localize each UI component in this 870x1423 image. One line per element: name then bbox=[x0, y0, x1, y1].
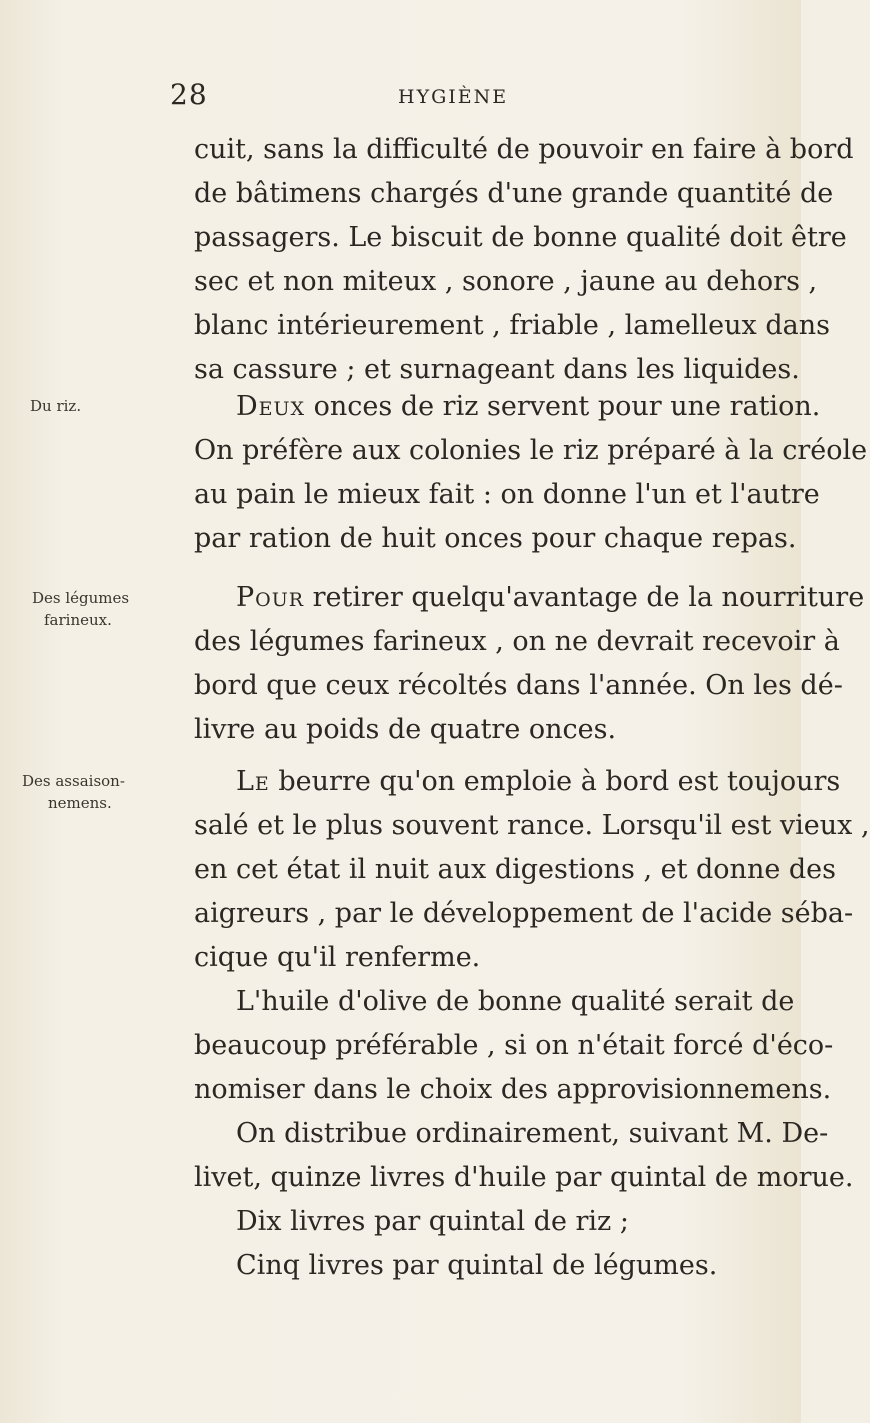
margin-note-line: Du riz. bbox=[30, 397, 82, 415]
text-line: L'huile d'olive de bonne qualité serait de bbox=[236, 986, 795, 1017]
text-line: au pain le mieux fait : on donne l'un et l'autre bbox=[194, 479, 820, 510]
text-line: On distribue ordinairement, suivant M. De- bbox=[236, 1118, 829, 1149]
text-line: blanc intérieurement , friable , lamelleux dans bbox=[194, 310, 830, 341]
text-line: Dix livres par quintal de riz ; bbox=[236, 1206, 629, 1237]
page-header bbox=[170, 78, 550, 118]
text-line bbox=[194, 760, 841, 804]
text-line bbox=[194, 576, 865, 620]
text-line: sa cassure ; et surnageant dans les liquides. bbox=[194, 354, 800, 385]
margin-note-line: nemens. bbox=[48, 794, 112, 812]
margin-note-assaisonnemens bbox=[22, 770, 172, 814]
text-line: de bâtimens chargés d'une grande quantité de bbox=[194, 178, 834, 209]
text-line bbox=[194, 385, 821, 429]
text-line: On préfère aux colonies le riz préparé à la créole bbox=[194, 435, 868, 466]
text-line: sec et non miteux , sonore , jaune au dehors , bbox=[194, 266, 818, 297]
margin-note-line: Des assaison- bbox=[22, 772, 125, 790]
paragraph-beurre bbox=[194, 760, 870, 980]
text-line: des légumes farineux , on ne devrait recevoir à bbox=[194, 626, 840, 657]
text-line: Cinq livres par quintal de légumes. bbox=[236, 1250, 718, 1281]
margin-note-line: Des légumes bbox=[32, 589, 130, 607]
lead-word: Deux bbox=[236, 391, 306, 422]
text-line: cique qu'il renferme. bbox=[194, 942, 481, 973]
text-line: passagers. Le biscuit de bonne qualité doit être bbox=[194, 222, 847, 253]
text-line: livre au poids de quatre onces. bbox=[194, 714, 617, 745]
text-line: salé et le plus souvent rance. Lorsqu'il est vieux , bbox=[194, 810, 870, 841]
line-rest: onces de riz servent pour une ration. bbox=[305, 391, 821, 422]
margin-note-line: farineux. bbox=[44, 611, 112, 629]
text-line: en cet état il nuit aux digestions , et donne des bbox=[194, 854, 837, 885]
text-line: cuit, sans la difficulté de pouvoir en faire à bord bbox=[194, 134, 854, 165]
margin-note-legumes bbox=[32, 587, 182, 631]
lead-word: Le bbox=[236, 766, 270, 797]
paragraph-huile bbox=[194, 980, 854, 1288]
text-line: livet, quinze livres d'huile par quintal de morue. bbox=[194, 1162, 854, 1193]
text-line: aigreurs , par le développement de l'acide séba- bbox=[194, 898, 854, 929]
text-line: beaucoup préférable , si on n'était forcé d'éco- bbox=[194, 1030, 834, 1061]
line-rest: beurre qu'on emploie à bord est toujours bbox=[269, 766, 841, 797]
paragraph-riz bbox=[194, 385, 868, 561]
text-line: par ration de huit onces pour chaque repas. bbox=[194, 523, 797, 554]
paragraph-biscuit bbox=[194, 128, 854, 392]
line-rest: retirer quelqu'avantage de la nourriture bbox=[304, 582, 865, 613]
page-number: 28 bbox=[170, 78, 208, 111]
text-line: bord que ceux récoltés dans l'année. On les dé- bbox=[194, 670, 843, 701]
margin-note-riz bbox=[30, 395, 180, 417]
text-line: nomiser dans le choix des approvisionnemens. bbox=[194, 1074, 832, 1105]
paragraph-legumes bbox=[194, 576, 865, 752]
lead-word: Pour bbox=[236, 582, 305, 613]
running-title: HYGIÈNE bbox=[398, 86, 509, 108]
